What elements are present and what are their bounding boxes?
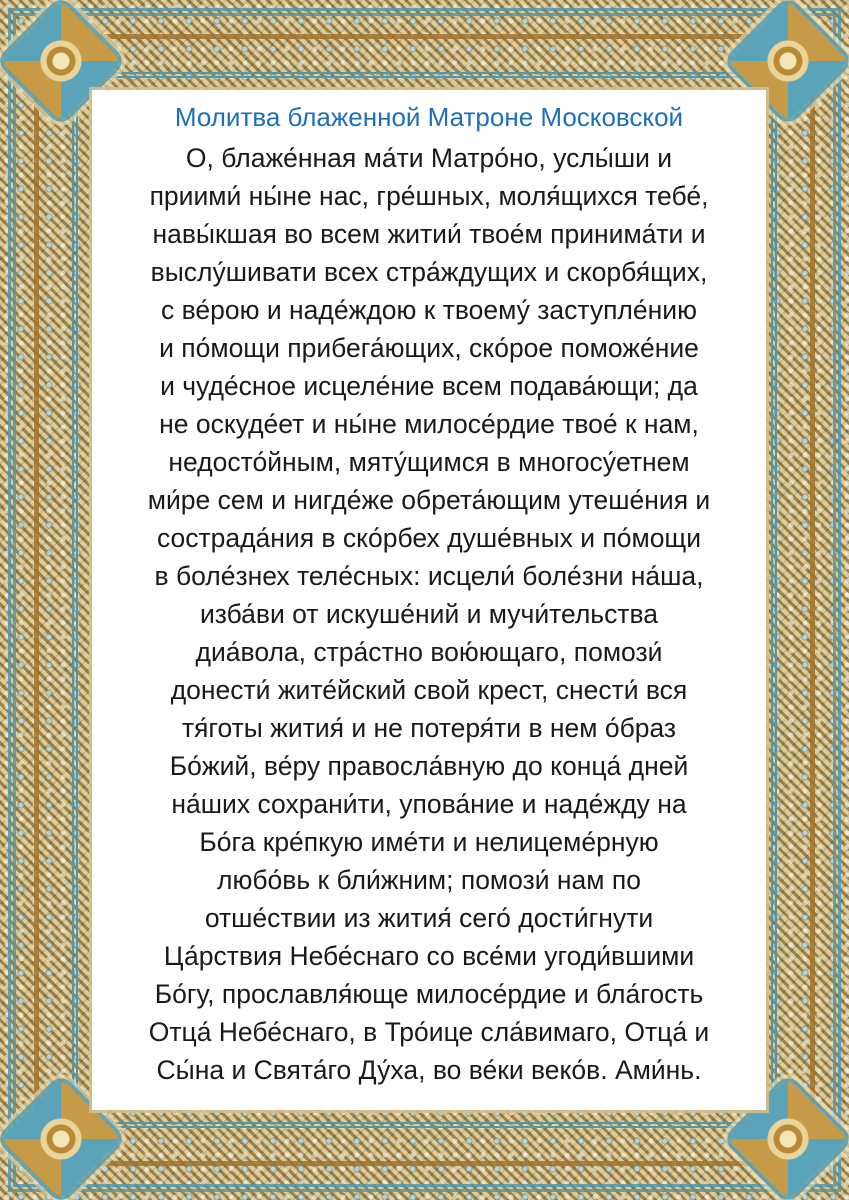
prayer-line: и по́мощи прибега́ющих, ско́рое поможе́ние [159,333,699,363]
prayer-line: Отца́ Небе́снаго, в Тро́ице сла́вимаго, Отца́ и [148,1017,710,1047]
prayer-line: выслу́шивати всех стра́ждущих и скорбя́щих, [150,257,708,287]
prayer-line: донести́ жите́йский свой крест, снести́ вся [170,675,688,705]
prayer-line: не оскуде́ет и ны́не милосе́рдие твое́ к нам, [159,409,699,439]
prayer-line: Бо́га кре́пкую име́ти и нелицеме́рную [199,827,659,857]
prayer-line: сострада́ния в ско́рбех душе́вных и по́мощи [156,523,702,553]
prayer-line: ми́ре сем и нигде́же обрета́ющим утеше́ния и [147,485,711,515]
prayer-line: Бо́гу, прославля́юще милосе́рдие и бла́гость [154,979,704,1009]
prayer-title: Молитва блаженной Матроне Московской [174,102,684,132]
prayer-line: на́ших сохрани́ти, упова́ние и наде́жду на [171,789,687,819]
prayer-line: Ца́рствия Небе́снаго со все́ми угоди́вшими [163,941,695,971]
prayer-line: отше́ствии из жития́ сего́ дости́гнути [204,903,654,933]
prayer-line: диа́вола, стра́стно вою́ющаго, помози́ [195,637,663,667]
prayer-line: Бо́жий, ве́ру правосла́вную до конца́ дней [169,751,689,781]
prayer-line: навы́кшая во всем житии́ твое́м принима́ти и [152,219,706,249]
prayer-line: О, блаже́нная ма́ти Матро́но, услы́ши и [185,143,673,173]
prayer-line: в боле́знех теле́сных: исцели́ боле́зни на́ша, [154,561,704,591]
prayer-line: с ве́рою и наде́ждою к твоему́ заступле́нию [161,295,697,325]
prayer-line: любо́вь к бли́жним; помози́ нам по [217,865,641,895]
prayer-line: недосто́йным, мяту́щимся в многосу́етнем [168,447,690,477]
prayer-line: приими́ ны́не нас, гре́шных, моля́щихся тебе́, [149,181,709,211]
prayer-line: Сы́на и Свята́го Ду́ха, во ве́ки веко́в. Ами́нь. [156,1055,702,1085]
prayer-text [92,139,766,1089]
prayer-line: тя́готы жития́ и не потеря́ти в нем о́браз [181,713,677,743]
prayer-panel [92,90,766,1110]
prayer-line: и чуде́сное исцеле́ние всем подава́ющи; да [160,371,698,401]
prayer-line: изба́ви от искуше́ний и мучи́тельства [199,599,659,629]
